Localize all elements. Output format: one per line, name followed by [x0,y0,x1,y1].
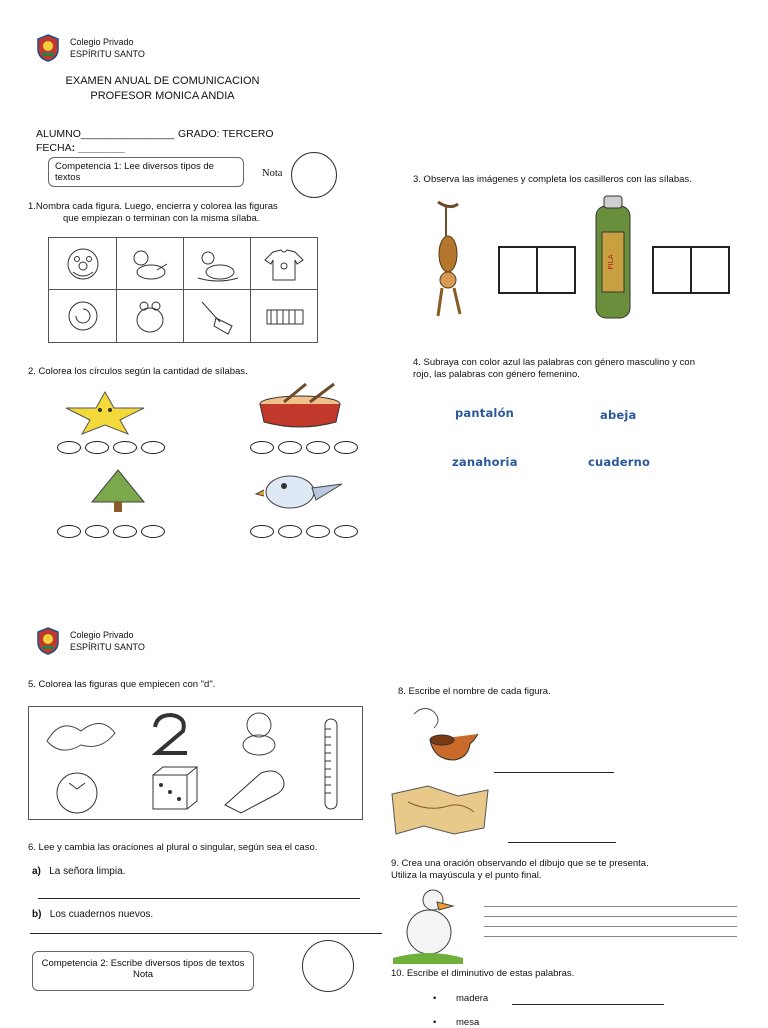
q9-line1: 9. Crea una oración observando el dibujo que se te presenta. [391,858,649,869]
q6a-label: a) [32,866,41,877]
fecha-field [36,142,125,154]
shovel-icon [194,296,240,336]
school-line2: ESPÍRITU SANTO [70,49,145,59]
q1-picture-grid [48,237,318,343]
battery-brand-label: PILA [607,254,615,270]
nota-circle [291,152,337,198]
tomato-icon [47,767,107,815]
drum-icon [254,380,346,432]
q6-instruction: 6. Lee y cambia las oraciones al plural o singular, según sea el caso. [28,842,318,853]
q6b-text: Los cuadernos nuevos. [49,909,154,920]
word-abeja: abeja [600,408,637,422]
fecha-label: FECHA [36,142,72,154]
battery-syllable-boxes [652,246,730,294]
map-icon [388,782,492,838]
competencia-2-label: Competencia 2: Escribe diversos tipos de textos [41,958,245,969]
q6b-label: b) [32,909,42,920]
battery-icon [588,192,638,324]
word-zanahoria: zanahoria [452,455,518,469]
dragon-icon [41,711,121,759]
duck-icon [194,244,240,284]
q9-line2: Utiliza la mayúscula y el punto final. [391,870,542,881]
number-two-icon [147,711,195,759]
q6a-text: La señora limpia. [49,866,126,877]
map-answer-line[interactable] [508,842,616,843]
dice-icon [145,765,201,815]
q2-instruction: 2. Colorea los círculos según la cantidad de sílabas. [28,366,248,377]
q9-answer-lines[interactable] [484,906,737,937]
frog-icon [127,296,173,336]
exam-teacher: PROFESOR MONICA ANDIA [90,90,235,102]
duck-drawing-icon [393,884,463,964]
pipe-icon [404,702,482,766]
q3-instruction: 3. Observa las imágenes y completa los casilleros con las sílabas. [413,174,692,185]
word-pantalon: pantalón [455,406,515,420]
school-line1: Colegio Privado [70,37,134,47]
alumno-field: ALUMNO________________ [36,128,175,140]
monkey-syllable-boxes [498,246,576,294]
snail-icon [61,296,105,336]
q4-line1: 4. Subraya con color azul las palabras con género masculino y con [413,357,695,368]
competencia-1-box: Competencia 1: Lee diversos tipos de textos [48,157,244,187]
bird-syllable-ovals [250,525,362,543]
q5-instruction: 5. Colorea las figuras que empiecen con "d". [28,679,216,690]
school-name-block [70,36,145,60]
exam-header [60,74,265,104]
school-crest-icon [36,34,60,62]
q6b-item [32,909,153,920]
nota-label: Nota [262,168,283,179]
q6a-answer-line[interactable] [38,898,360,899]
dog-icon [127,244,173,284]
school-line1-2: Colegio Privado [70,630,134,640]
competencia-2-nota: Nota [132,969,154,980]
school-crest-icon-2 [36,627,60,655]
star-icon [62,390,148,436]
q6b-answer-line[interactable] [30,933,382,934]
q1-line1: 1.Nombra cada figura. Luego, encierra y colorea las figuras [28,201,278,212]
monkey-sitting-icon [225,709,293,759]
q9-instruction [391,858,731,882]
q10-instruction: 10. Escribe el diminutivo de estas palabras. [391,968,575,979]
shirt-icon [261,244,307,284]
pipe-answer-line[interactable] [494,772,614,773]
tree-syllable-ovals [57,525,169,543]
q10-bullet-2: • [433,1017,437,1028]
bird-icon [254,466,346,514]
q1-line2: que empiezan o terminan con la misma sílaba. [63,213,260,224]
school-line2-2: ESPÍRITU SANTO [70,642,145,652]
finger-icon [221,765,297,815]
fecha-blank: : ________ [71,142,125,154]
tree-icon [82,466,152,514]
q10-bullet-1: • [433,993,437,1004]
grado-field: GRADO: TERCERO [178,128,274,140]
q10-word-madera: madera [456,993,489,1004]
q1-instruction [28,201,328,225]
nota-circle-2 [302,940,354,992]
monkey-icon [428,196,472,322]
q4-instruction [413,357,743,381]
q8-instruction: 8. Escribe el nombre de cada figura. [398,686,551,697]
q10-answer-line-1[interactable] [512,1004,664,1005]
q6a-item [32,866,125,877]
q5-picture-panel [28,706,363,820]
q4-line2: rojo, las palabras con género femenino. [413,369,580,380]
school-name-block-2 [70,629,145,653]
competencia-2-box [32,951,254,991]
q10-word-mesa: mesa [456,1017,480,1028]
clown-icon [61,244,105,284]
word-cuaderno: cuaderno [588,455,651,469]
star-syllable-ovals [57,441,169,459]
exam-title: EXAMEN ANUAL DE COMUNICACION [65,75,260,87]
crib-icon [261,296,311,336]
drum-syllable-ovals [250,441,362,459]
ruler-icon [319,717,343,813]
